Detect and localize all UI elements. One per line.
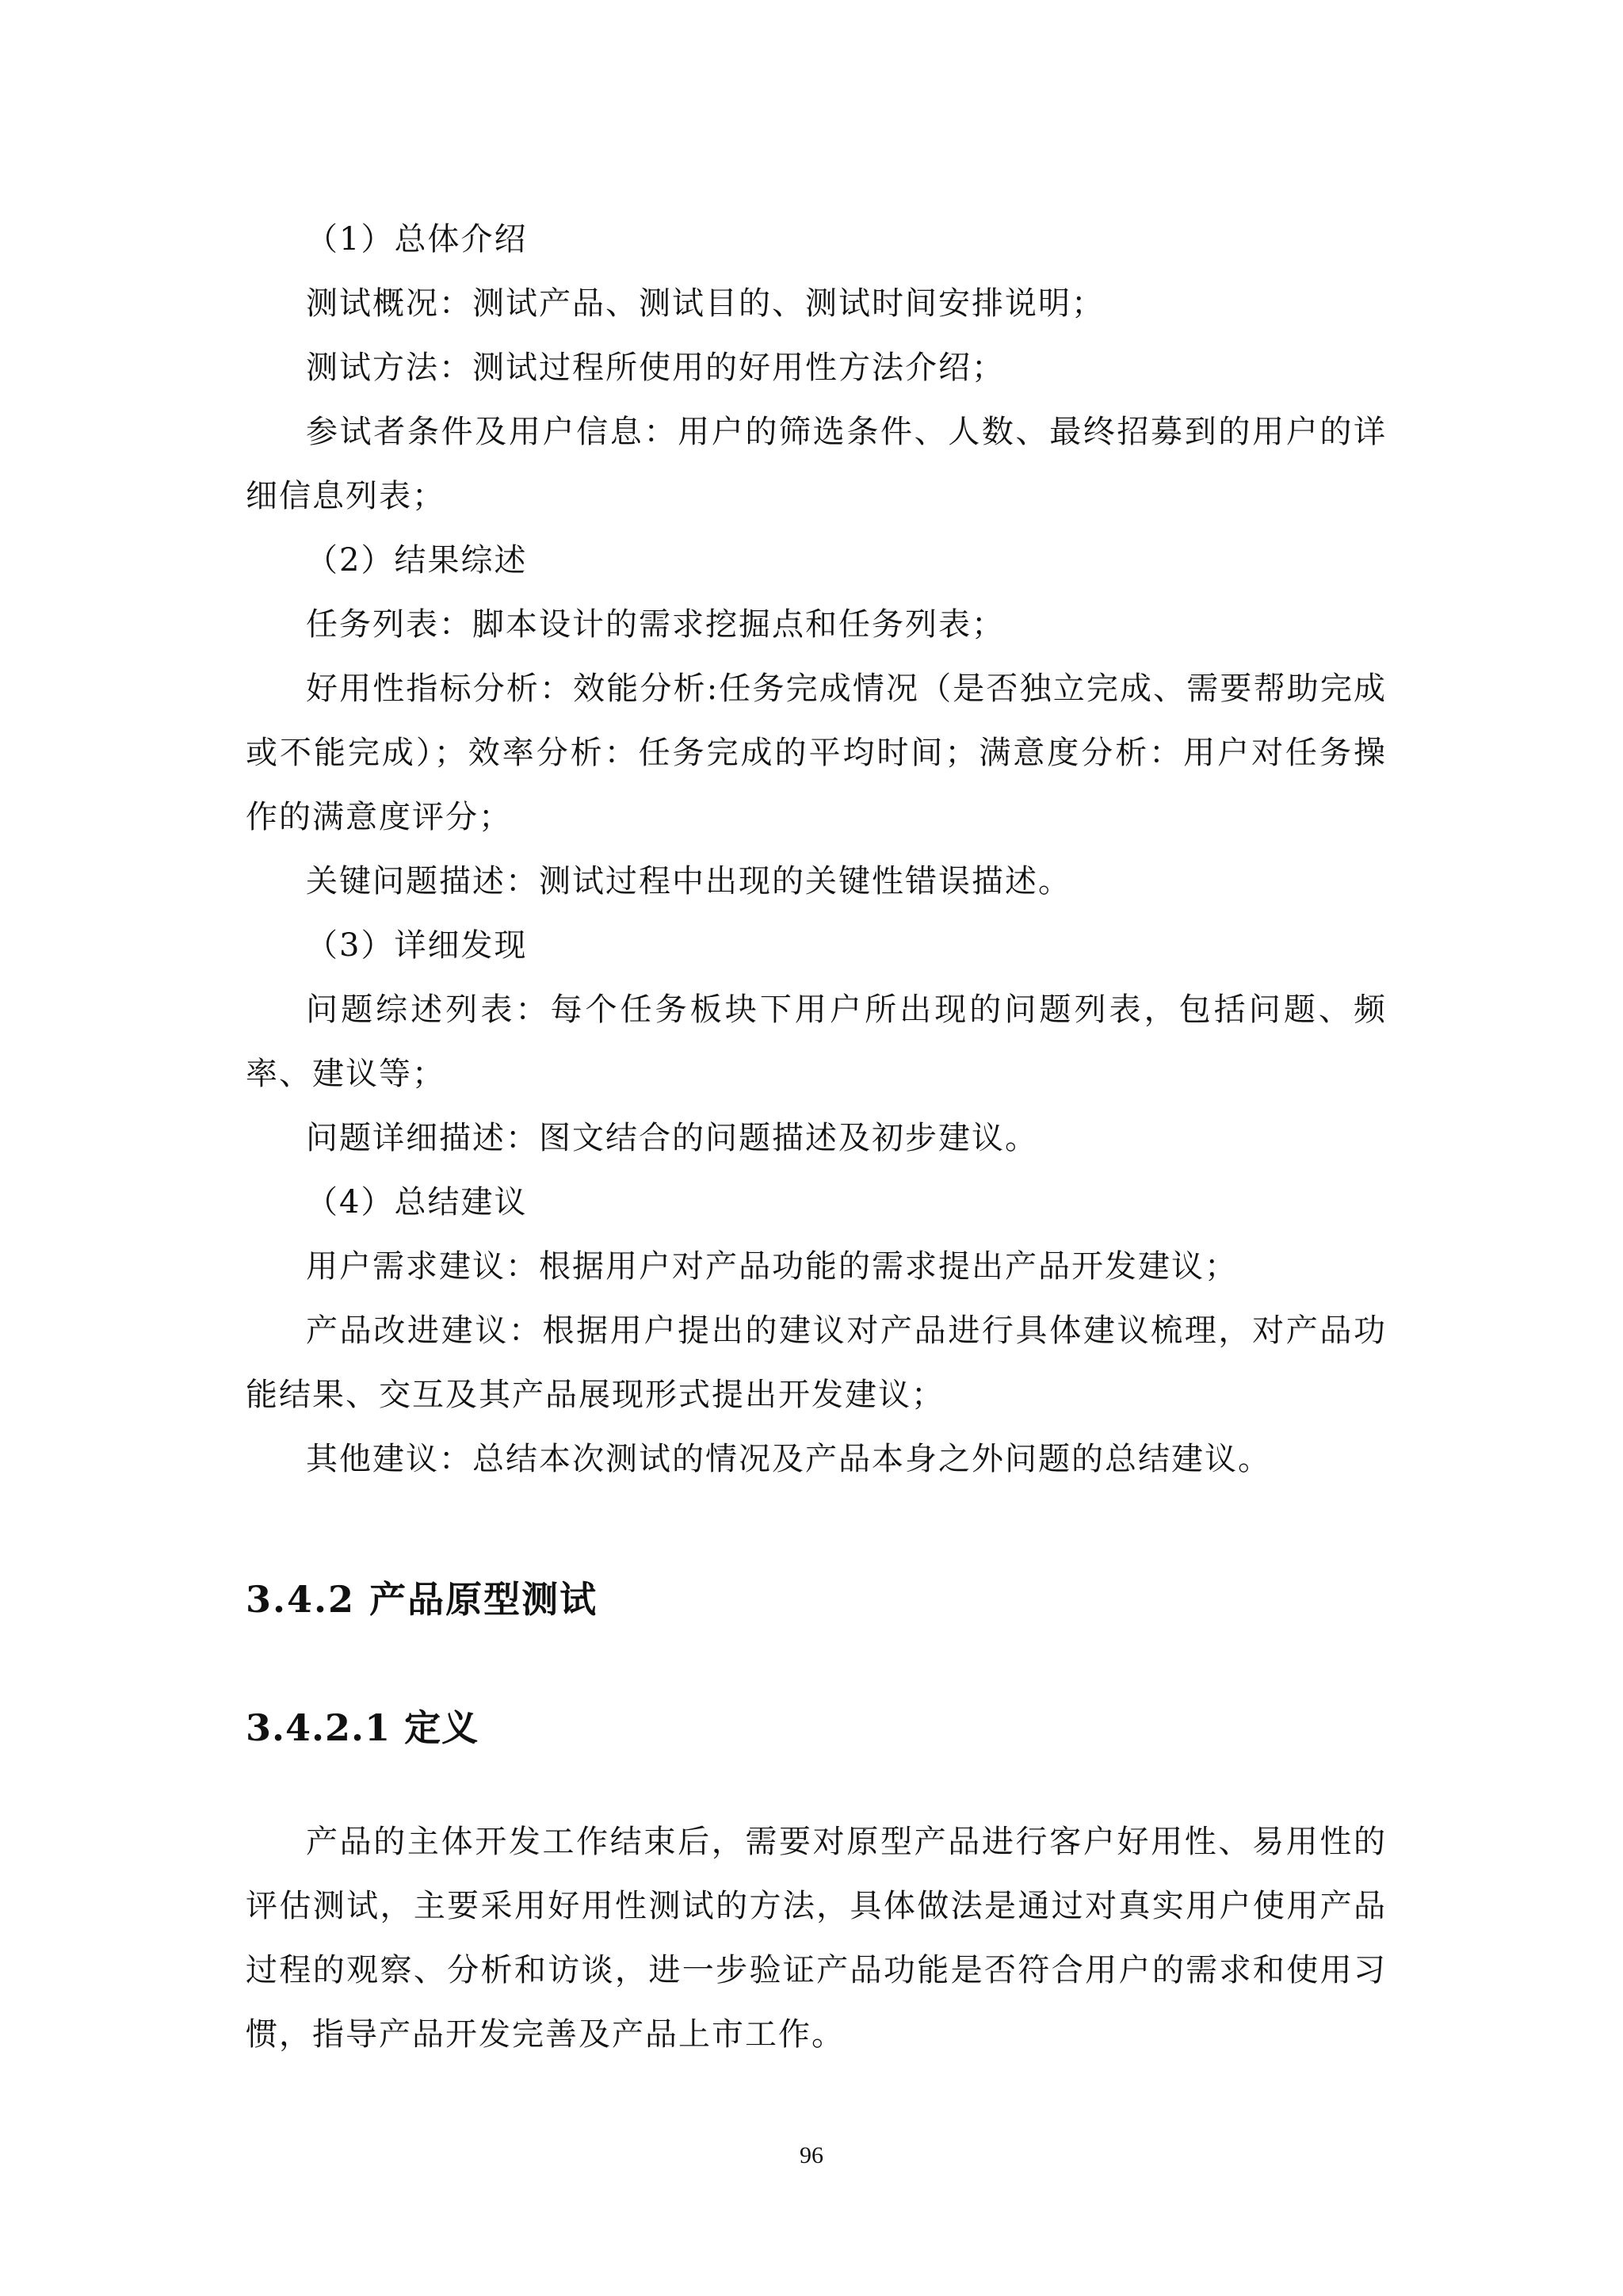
outline-heading-results: （2）结果综述 [306, 542, 528, 579]
definition-paragraph: 产品的主体开发工作结束后，需要对原型产品进行客户好用性、易用性的评估测试，主要采用好用性测试的方法，具体做法是通过对真实用户使用产品过程的观察、分析和访谈，进一步验证产品功能是否符合用户的需求和使用习惯，指导产品开发完善及产品上市工作。 [246, 1824, 1387, 2053]
definition-section [246, 1810, 1387, 2067]
outline-item: 用户需求建议：根据用户对产品功能的需求提出产品开发建议； [306, 1248, 1238, 1285]
outline-item: 测试概况：测试产品、测试目的、测试时间安排说明； [306, 285, 1105, 322]
subsection-heading: 3.4.2.1 定义 [246, 1706, 479, 1749]
outline-heading-findings: （3）详细发现 [306, 927, 528, 964]
outline-item: 产品改进建议：根据用户提出的建议对产品进行具体建议梳理，对产品功能结果、交互及其产品展现形式提出开发建议； [246, 1312, 1387, 1413]
outline-item: 问题综述列表：每个任务板块下用户所出现的问题列表，包括问题、频率、建议等； [246, 991, 1387, 1092]
outline-item: 参试者条件及用户信息：用户的筛选条件、人数、最终招募到的用户的详细信息列表； [246, 414, 1387, 514]
section-heading: 3.4.2 产品原型测试 [246, 1578, 598, 1621]
outline-item: 测试方法：测试过程所使用的好用性方法介绍； [306, 350, 1005, 386]
outline-heading-suggestions: （4）总结建议 [306, 1184, 528, 1221]
report-outline [246, 208, 1387, 1492]
page-number: 96 [800, 2142, 823, 2168]
outline-item: 关键问题描述：测试过程中出现的关键性错误描述。 [306, 863, 1071, 900]
outline-item: 问题详细描述：图文结合的问题描述及初步建议。 [306, 1120, 1038, 1156]
outline-item: 任务列表：脚本设计的需求挖掘点和任务列表； [306, 606, 1005, 643]
outline-item: 好用性指标分析：效能分析:任务完成情况（是否独立完成、需要帮助完成或不能完成）；效率分析：任务完成的平均时间；满意度分析：用户对任务操作的满意度评分； [246, 670, 1387, 835]
outline-heading-overview: （1）总体介绍 [306, 221, 528, 258]
outline-item: 其他建议：总结本次测试的情况及产品本身之外问题的总结建议。 [306, 1441, 1271, 1477]
